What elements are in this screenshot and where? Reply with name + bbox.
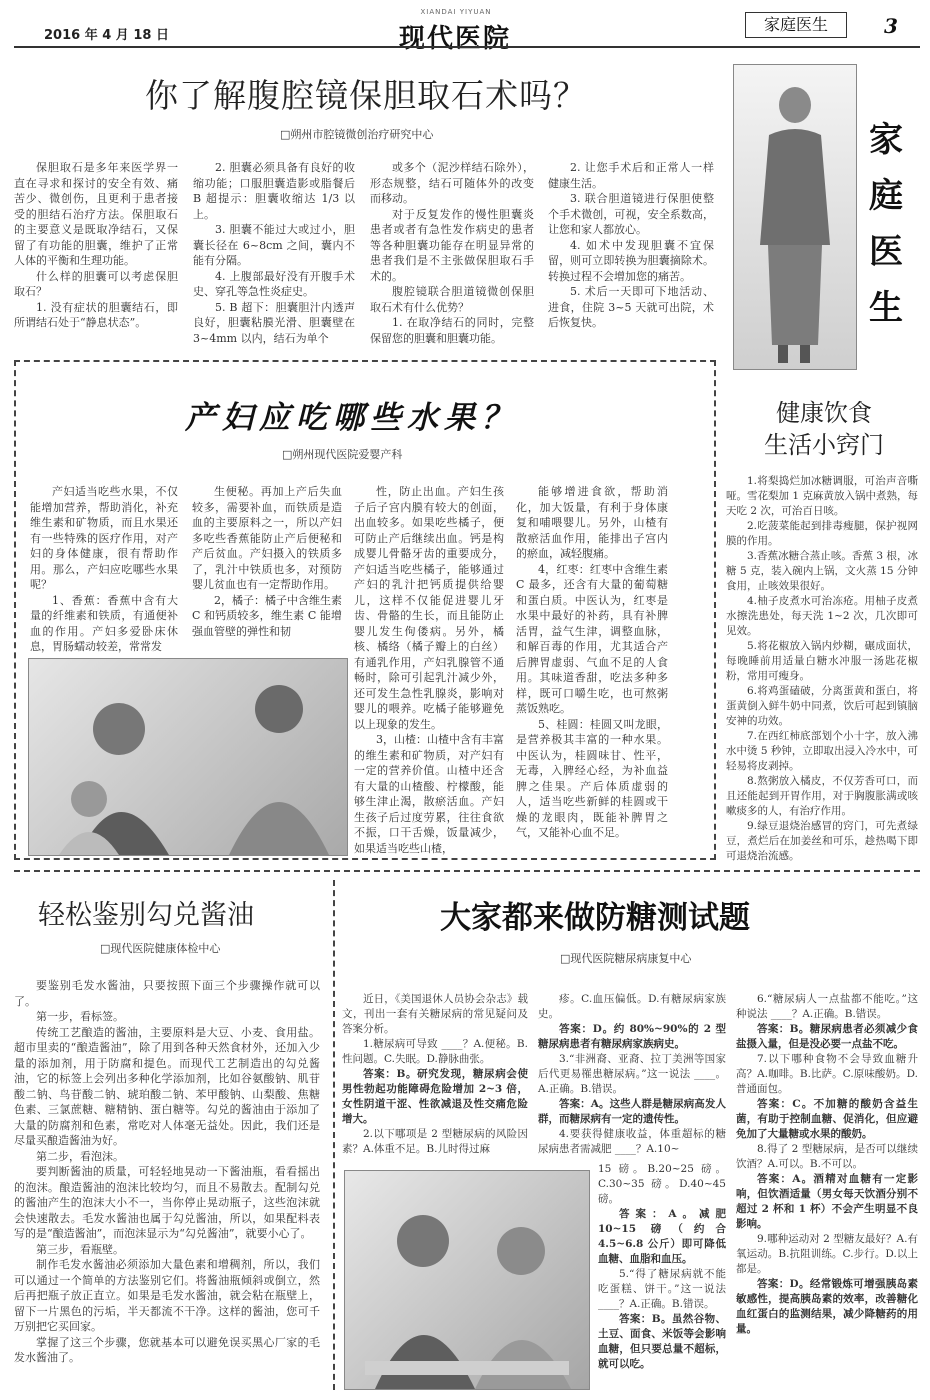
article5-col-2-lower	[598, 1162, 726, 1372]
elderly-couple-icon	[345, 1171, 589, 1389]
paragraph: 5. 术后一天即可下地活动、进食，住院 3~5 天就可出院，术后恢复快。	[548, 285, 714, 329]
article4-source: □现代医院健康体检中心	[100, 942, 221, 955]
question: 3.“非洲裔、亚裔、拉丁美洲等国家后代更易罹患糖尿病。”这一说法 ____。A.正确。B.错误。	[538, 1053, 726, 1095]
paragraph: 3. 胆囊不能过大或过小，胆囊长径在 6~8cm 之间，囊内不能有分隔。	[193, 223, 355, 267]
article5-source: □现代医院糖尿病康复中心	[560, 952, 692, 965]
paragraph: 2. 让您手术后和正常人一样健康生活。	[548, 161, 714, 190]
article1-col-3	[370, 160, 534, 346]
answer: 答案：A。酒精对血糖有一定影响，但饮酒适量（男女每天饮酒分别不超过 2 杯和 1 杯）不会产生明显不良影响。	[736, 1173, 918, 1230]
question: 4.要获得健康收益，体重超标的糖尿病患者需减肥 ____？A.10~	[538, 1128, 726, 1155]
answer: 答案：A。这些人群是糖尿病高发人群，而糖尿病有一定的遗传性。	[538, 1098, 726, 1125]
paragraph: 5. B 超下：胆囊胆汁内透声良好，胆囊粘膜光滑、胆囊壁在 3~4mm 以内，结石为单个	[193, 300, 355, 345]
tip-item: 2.吃菠菜能起到排毒瘦腿，保护视网膜的作用。	[726, 520, 918, 547]
page-number: 3	[884, 14, 898, 38]
paragraph: 产妇适当吃些水果，不仅能增加营养，帮助消化，补充维生素和矿物质，而且水果还有一些特殊的医疗作用，对产妇的身体健康，很有帮助作用。那么，产妇应吃哪些水果呢？	[30, 485, 178, 591]
question: 疹。C.血压偏低。D.有糖尿病家族史。	[538, 993, 726, 1020]
tip-item: 3.香蕉冰糖合蒸止咳。香蕉 3 根，冰糖 5 克，装入碗内上锅，文火蒸 15 分钟食用，止咳效果很好。	[726, 550, 918, 592]
article3-body	[726, 474, 918, 864]
paragraph: 制作毛发水酱油必须添加大量色素和增稠剂，所以，我们可以通过一个简单的方法鉴别它们。将酱油瓶倾斜或倒立，然后再把瓶子放正直立。如果是毛发水酱油，就会粘在瓶壁上，留下一片黑色的污垢，半天都流不干净。这样的酱油，您可千万别把它买回家。	[14, 1258, 320, 1333]
question: 2.以下哪项是 2 型糖尿病的风险因素？A.体重不足。B.儿时得过麻	[342, 1128, 528, 1155]
tip-item: 6.将鸡蛋磕破，分离蛋黄和蛋白，将蛋黄倒入鲜牛奶中同煮，饮后可起到镇脑安神的功效。	[726, 685, 918, 727]
paragraph: 5、桂圆：桂圆又叫龙眼，是营养极其丰富的一种水果。中医认为，桂圆味甘、性平，无毒，入脾经心经，为补血益脾之佳果。产后体质虚弱的人，适当吃些新鲜的桂圆或干燥的龙眼肉，既能补脾胃之气，又能补心血不足。	[516, 717, 668, 839]
paragraph: 能够增进食欲，帮助消化，加大饭量，有利于身体康复和哺喂婴儿。另外，山楂有散瘀活血作用，能排出子宫内的瘀血，减轻腹痛。	[516, 485, 668, 560]
answer: 答案：D。经常锻炼可增强胰岛素敏感性，提高胰岛素的效率，改善糖化血红蛋白的监测结果，减少降糖药的用量。	[736, 1278, 918, 1335]
sidebar-vertical-label	[858, 112, 914, 336]
paragraph: 要判断酱油的质量，可轻轻地晃动一下酱油瓶，看看摇出的泡沫。酿造酱油的泡沫比较均匀，而且不易散去。配制勾兑的酱油产生的泡沫大小不一，当你停止晃动瓶子，这些泡沫就会快速散去。毛发水酱油也属于勾兑酱油，所以，如果配料表写的是“酿造酱油”，而泡沫显示为“勾兑酱油”，就要小心了。	[14, 1165, 320, 1240]
article2-col-2	[192, 484, 342, 639]
family-figures-icon	[29, 659, 347, 855]
article5-col-2	[538, 992, 726, 1157]
tip-item: 1.将梨捣烂加冰糖调服，可治声音嘶哑。雪花梨加 1 克麻黄放入锅中煮熟，每天吃 2 次，可治百日咳。	[726, 475, 918, 517]
tip-item: 7.在西红柿底部划个小十字，放入沸水中烫 5 秒钟，立即取出浸入冷水中，可轻易将皮剥掉。	[726, 730, 918, 772]
question: 15 磅。B.20~25 磅。C.30~35 磅。D.40~45 磅。	[598, 1163, 726, 1205]
article5-title: 大家都来做防糖测试题	[440, 900, 750, 936]
elderly-couple-photo	[344, 1170, 590, 1390]
article2-title: 产妇应吃哪些水果？	[185, 400, 518, 436]
question: 7.以下哪种食物不会导致血糖升高？A.咖啡。B.比萨。C.原味酸奶。D.普通面包。	[736, 1053, 918, 1095]
step-heading: 第二步，看泡沫。	[36, 1149, 124, 1163]
question: 6.“糖尿病人一点盐都不能吃。”这种说法 ____？A.正确。B.错误。	[736, 993, 918, 1020]
paragraph: 1、香蕉：香蕉中含有大量的纤维素和铁质，有通便补血的作用。产妇多爱卧床休息，胃肠蠕动较差，常常发	[30, 593, 178, 653]
paragraph: 3. 联合胆道镜进行保胆使整个手术微创，可视，安全系数高，让您和家人都放心。	[548, 192, 714, 236]
paragraph: 生便秘。再加上产后失血较多，需要补血，而铁质是造血的主要原料之一，所以产妇多吃些香蕉能防止产后便秘和产后贫血。产妇摄入的铁质多了，乳汁中铁质也多，对预防婴儿贫血也有一定帮助作用。	[192, 485, 342, 591]
paragraph: 4. 如术中发现胆囊不宜保留，则可立即转换为胆囊摘除术。转换过程不会增加您的痛苦。	[548, 238, 714, 283]
header-rule	[14, 46, 920, 48]
question: 5.“得了糖尿病就不能吃蛋糕、饼干。”这一说法 ____？A.正确。B.错误。	[598, 1268, 726, 1310]
paragraph: 性，防止出血。产妇生孩子后子宫内膜有较大的创面，出血较多。如果吃些橘子，便可防止产后继续出血。钙是构成婴儿骨骼牙齿的重要成分，产妇适当吃些橘子，能够通过产妇的乳汁把钙质提供给婴儿，这样不仅能促进婴儿牙齿、骨骼的生长，而且能防止婴儿发生佝偻病。另外，橘核、橘络（橘子瓣上的白丝）有通乳作用，产妇乳腺管不通畅时，除可引起乳汁减少外，还可发生急性乳腺炎，影响对婴儿的喂养。吃橘子能够避免以上现象的发生。	[354, 485, 504, 731]
paragraph: 2，橘子：橘子中含维生素 C 和钙质较多，维生素 C 能增强血管壁的弹性和韧	[192, 593, 342, 638]
sidebar-char: 庭	[869, 176, 903, 216]
tip-item: 5.将花椒放入锅内炒糊，碾成面状，每晚睡前用适量白糖水冲服一汤匙花椒粉，常用可瘦身。	[726, 640, 918, 682]
section-divider-vertical	[333, 880, 335, 1390]
tip-item: 8.熬粥放入橘皮，不仅芳香可口，而且还能起到开胃作用，对于胸腹胀满或咳嗽痰多的人，有治疗作用。	[726, 775, 918, 817]
article2-col-1	[30, 484, 178, 655]
paragraph: 传统工艺酿造的酱油，主要原料是大豆、小麦、食用盐。超市里卖的“酿造酱油”，除了用到各种天然食材外，还加入少量的添加剂，用于防腐和提色。而现代工艺制造出的勾兑酱油，它的标签上会列出多种化学添加剂，比如谷氨酸钠、肌苷酸二钠、鸟苷酸二钠、琥珀酸二钠、苯甲酸钠、山梨酸、焦糖色素、三氯蔗糖、糖精钠、蛋白糖等。勾兑的酱油由于添加了大量的防腐剂和色素，常吃对人体毫无益处。因此，我们还是尽量买酿造酱油为好。	[14, 1025, 320, 1147]
article2-source: □朔州现代医院爱婴产科	[282, 448, 403, 461]
masthead: 现代医院	[398, 24, 511, 54]
article4-title: 轻松鉴别勾兑酱油	[38, 900, 254, 931]
section-divider-horizontal	[14, 870, 920, 872]
paragraph: 4. 上腹部最好没有开腹手术史、穿孔等急性炎症史。	[193, 269, 355, 298]
article2-col-4	[516, 484, 668, 841]
paragraph: 3，山楂：山楂中含有丰富的维生素和矿物质，对产妇有一定的营养价值。山楂中还含有大量的山楂酸、柠檬酸，能够生津止渴，散瘀活血。产妇生孩子后过度劳累，往往食欲不振，口干舌燥，饭量减少，如果适当吃些山楂，	[354, 733, 504, 855]
paragraph: 掌握了这三个步骤，您就基本可以避免误买黑心厂家的毛发水酱油了。	[14, 1335, 320, 1364]
paragraph: 2. 胆囊必须具备有良好的收缩功能；口服胆囊造影或脂餐后 B 超提示：胆囊收缩达 1/3 以上。	[193, 161, 355, 221]
paragraph: 1. 在取净结石的同时，完整保留您的胆囊和胆囊功能。	[370, 316, 534, 345]
sidebar-char: 生	[869, 288, 903, 328]
answer: 答案：D。约 80%~90%的 2 型糖尿病患者有糖尿病家族病史。	[538, 1023, 726, 1050]
sidebar-char: 家	[869, 120, 903, 160]
paragraph: 或多个（泥沙样结石除外），形态规整，结石可随体外的改变而移动。	[370, 161, 534, 205]
article1-title: 你了解腹腔镜保胆取石术吗？	[145, 76, 587, 115]
doctor-photo	[733, 64, 857, 370]
question: 1.糖尿病可导致 ____？A.便秘。B.性问题。C.失眠。D.静脉曲张。	[342, 1038, 528, 1065]
paragraph: 4，红枣：红枣中含维生素 C 最多，还含有大量的葡萄糖和蛋白质。中医认为，红枣是水果中最好的补药，具有补脾活胃，益气生津，调整血脉，和解百毒的作用，尤其适合产后脾胃虚弱、气血不足的人食用。其味道香甜，吃法多种多样，既可口嚼生吃，也可熬粥蒸饭熟吃。	[516, 562, 668, 715]
step-heading: 第三步，看瓶壁。	[36, 1242, 124, 1256]
stewardess-figure-icon	[734, 65, 856, 369]
paragraph: 腹腔镜联合胆道镜微创保胆取石术有什么优势？	[370, 285, 534, 314]
article1-col-4	[548, 160, 714, 331]
paragraph: 要鉴别毛发水酱油，只要按照下面三个步骤操作就可以了。	[14, 979, 320, 1008]
masthead-pinyin: XIANDAI YIYUAN	[420, 8, 492, 16]
issue-date: 2016 年 4 月 18 日	[44, 28, 169, 43]
answer: 答案：B。研究发现，糖尿病会使男性勃起功能障碍危险增加 2~3 倍，女性阴道干涩、性欲减退及性交痛危险增大。	[342, 1068, 528, 1125]
sidebar-char: 医	[869, 232, 903, 272]
article1-col-2	[193, 160, 355, 346]
step-heading: 第一步，看标签。	[36, 1010, 124, 1023]
paragraph: 1. 没有症状的胆囊结石，即所谓结石处于“静息状态”。	[14, 300, 178, 329]
question: 8.得了 2 型糖尿病，是否可以继续饮酒？A.可以。B.不可以。	[736, 1143, 918, 1170]
answer: 答案：B。虽然谷物、土豆、面食、米饭等会影响血糖，但只要总量不超标，就可以吃。	[598, 1313, 726, 1370]
tip-item: 9.绿豆退烧治感冒的窍门，可先煮绿豆，煮烂后在加姜丝和可乐，趁热喝下即可退烧治流感。	[726, 820, 918, 862]
question: 9.哪种运动对 2 型糖友最好？A.有氧运动。B.抗阻训练。C.步行。D.以上都是。	[736, 1233, 918, 1275]
article2-col-3	[354, 484, 504, 856]
paragraph: 对于反复发作的慢性胆囊炎患者或者有急性发作病史的患者等各种胆囊功能存在明显异常的患者我们是不主张做保胆取石手术的。	[370, 207, 534, 283]
article1-col-1	[14, 160, 178, 331]
tip-item: 4.柚子皮煮水可治冻疮。用柚子皮煮水擦洗患处，每天洗 1~2 次，几次即可见效。	[726, 595, 918, 637]
article5-col-1	[342, 992, 528, 1157]
answer: 答案：C。不加糖的酸奶含益生菌，有助于控制血糖、促消化，但应避免加了大量糖或水果的酸奶。	[736, 1098, 918, 1140]
paragraph: 近日，《美国退休人员协会杂志》载文，刊出一套有关糖尿病的常见疑问及答案分析。	[342, 993, 528, 1035]
section-label: 家庭医生	[745, 12, 847, 38]
article1-source: □朔州市腔镜微创治疗研究中心	[280, 128, 434, 141]
paragraph: 什么样的胆囊可以考虑保胆取石？	[14, 269, 178, 298]
article3-title-2: 生活小窍门	[764, 431, 884, 459]
article5-col-3	[736, 992, 918, 1337]
answer: 答案：B。糖尿病患者必须减少食盐摄入量，但是没必要一点盐不吃。	[736, 1023, 918, 1050]
article3-title-1: 健康饮食	[776, 399, 872, 427]
answer: 答案：A。减肥 10~15 磅（约合 4.5~6.8 公斤）即可降低血糖、血脂和血压。	[598, 1208, 726, 1265]
paragraph: 保胆取石是多年来医学界一直在寻求和探讨的安全有效、痛苦少、微创伤，且更利于患者接受的胆结石治疗方法。保胆取石的主要意义是既取净结石，又保留了有功能的胆囊，维护了正常人体的平衡和生理功能。	[14, 161, 178, 267]
family-photo	[28, 658, 348, 856]
article4-body	[14, 978, 320, 1366]
